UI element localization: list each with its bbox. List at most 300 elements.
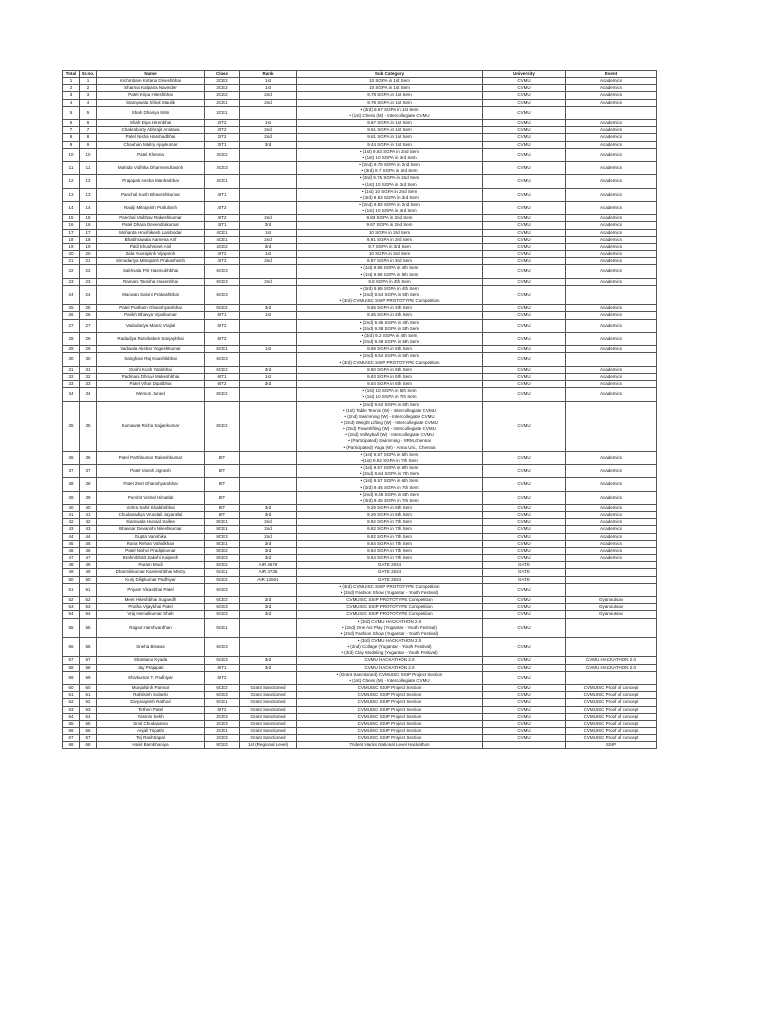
cell-sub-category: [297, 92, 483, 99]
sub-category-line: 9.87 SGPA in 3rd Sem: [367, 258, 412, 264]
cell-sub-category: [297, 222, 483, 229]
sub-category-line: 10 SGPA in 1st Sem: [369, 78, 410, 84]
cell-total: 48: [63, 562, 80, 569]
cell-university: CVMU: [483, 720, 566, 727]
cell-rank: [240, 148, 297, 161]
cell-class: 6IT2: [205, 332, 240, 345]
header-sub-category: Sub Category: [297, 71, 483, 78]
cell-name: Sharma Kalpana Navinder: [97, 85, 205, 92]
cell-sr-no: 56: [80, 637, 97, 656]
cell-sr-no: 16: [80, 222, 97, 229]
sub-category-line: • (2nd) 9.48 SGPA in 6th Sem: [359, 491, 420, 497]
cell-event: Academics: [566, 258, 657, 265]
sub-category-line: • (2nd) 9.83 SGPA in 2nd Sem: [359, 201, 420, 207]
cell-name: Shantanu Kyada: [97, 657, 205, 664]
cell-event: CVMU HACKATHON 2.0: [566, 657, 657, 664]
table-row: [63, 699, 657, 706]
cell-class: 6CE2: [205, 597, 240, 604]
cell-rank: AIR 4735: [240, 569, 297, 576]
cell-name: Simodariya Mitrajsinh Prakashsinh: [97, 258, 205, 265]
table-row: [63, 373, 657, 380]
cell-sub-category: [297, 451, 483, 464]
sub-category-line: • (2nd) Weight Lifting (W) - Intercollegiate CVMU: [341, 419, 438, 425]
cell-event: Academics: [566, 78, 657, 85]
cell-class: 2IT2: [205, 134, 240, 141]
cell-event: CVMUISC Proof of concept: [566, 713, 657, 720]
sub-category-line: 9.91 SGPA in 3rd Sem: [367, 236, 412, 242]
cell-total: 26: [63, 312, 80, 319]
sub-category-line: • (1st) 9.85 SGPA in 4th Sem: [360, 265, 419, 271]
cell-sr-no: 33: [80, 381, 97, 388]
sub-category-line: • (3rd) 9.67 SGPA in 1st Sem: [360, 106, 419, 112]
cell-event: Academics: [566, 366, 657, 373]
cell-rank: 1st: [240, 85, 297, 92]
cell-university: CVMU: [483, 175, 566, 188]
cell-university: CVMU: [483, 141, 566, 148]
cell-university: CVMU: [483, 597, 566, 604]
cell-total: 59: [63, 671, 80, 684]
cell-name: Rahilsinh Solanki: [97, 692, 205, 699]
cell-event: [566, 637, 657, 656]
sub-category-line: • (2nd) One Act Play (Yugantar - Youth Festival): [342, 624, 437, 630]
table-row: [63, 491, 657, 504]
sub-category-line: 10 SGPA in 3rd Sem: [368, 251, 411, 257]
table-row: [63, 562, 657, 569]
cell-sub-category: [297, 236, 483, 243]
cell-total: 66: [63, 728, 80, 735]
sub-category-line: 9.83 SGPA in 5th Sem: [367, 373, 412, 379]
cell-sub-category: [297, 265, 483, 278]
cell-class: 6CE3: [205, 583, 240, 596]
cell-total: 13: [63, 188, 80, 201]
cell-sub-category: [297, 664, 483, 671]
table-row: [63, 728, 657, 735]
table-row: [63, 243, 657, 250]
cell-name: Divyarajsinh Rathod: [97, 699, 205, 706]
table-row: [63, 519, 657, 526]
cell-total: 56: [63, 637, 80, 656]
cell-name: Yasmin Sekh: [97, 713, 205, 720]
cell-total: 37: [63, 465, 80, 478]
cell-university: CVMU: [483, 512, 566, 519]
cell-name: Priyam Vikasbhai Patel: [97, 583, 205, 596]
cell-event: [566, 569, 657, 576]
cell-total: 45: [63, 540, 80, 547]
cell-event: Academics: [566, 162, 657, 175]
cell-class: 4CE1: [205, 236, 240, 243]
cell-sr-no: 38: [80, 478, 97, 491]
sub-category-line: • (2nd) 9.62 SGPA in 6th Sem: [359, 401, 420, 407]
cell-sr-no: 57: [80, 657, 97, 664]
header-university: University: [483, 71, 566, 78]
cell-name: Rajput Harshvardhan: [97, 618, 205, 637]
cell-class: 6CE3: [205, 265, 240, 278]
sub-category-line: • (1st) 10 SGPA in 2nd Sem: [361, 188, 418, 194]
cell-total: 53: [63, 604, 80, 611]
cell-sub-category: [297, 319, 483, 332]
cell-event: Academics: [566, 175, 657, 188]
cell-sr-no: 41: [80, 512, 97, 519]
cell-total: 9: [63, 141, 80, 148]
cell-sub-category: [297, 148, 483, 161]
cell-sub-category: [297, 742, 483, 749]
sub-category-line: 9.7 SGPA in 3rd Sem: [368, 243, 411, 249]
cell-event: Academics: [566, 512, 657, 519]
cell-rank: AIR 12501: [240, 576, 297, 583]
cell-total: 24: [63, 285, 80, 304]
cell-sr-no: 35: [80, 401, 97, 451]
cell-class: 2CE3: [205, 713, 240, 720]
cell-event: Academics: [566, 134, 657, 141]
cell-total: 41: [63, 512, 80, 519]
cell-event: Academics: [566, 243, 657, 250]
sub-category-line: • (3rd) 9.7 SGPA in 3rd Sem: [361, 168, 418, 174]
cell-event: Academics: [566, 127, 657, 134]
cell-event: Academics: [566, 85, 657, 92]
sub-category-line: • (1st) Chess (M) - Intercollegiate CVMU: [349, 677, 430, 683]
cell-total: 8: [63, 134, 80, 141]
cell-class: 8CE1: [205, 526, 240, 533]
cell-rank: [240, 671, 297, 684]
cell-sr-no: 44: [80, 533, 97, 540]
cell-sr-no: 28: [80, 332, 97, 345]
cell-sr-no: 37: [80, 465, 97, 478]
cell-university: CVMU: [483, 505, 566, 512]
cell-sub-category: [297, 258, 483, 265]
sub-category-line: CVMUISC SSIP Project Section: [357, 735, 422, 741]
cell-event: Academics: [566, 491, 657, 504]
cell-event: Academics: [566, 547, 657, 554]
cell-total: 63: [63, 706, 80, 713]
cell-total: 25: [63, 305, 80, 312]
cell-event: [566, 562, 657, 569]
cell-sr-no: 54: [80, 611, 97, 618]
header-rank: Rank: [240, 71, 297, 78]
cell-name: Mohanta Hrushikesh Lambodar: [97, 229, 205, 236]
cell-total: 54: [63, 611, 80, 618]
sub-category-line: • (1st) 9.58 SGPA in 5th Sem: [360, 271, 419, 277]
cell-sr-no: 34: [80, 388, 97, 401]
cell-class: 2CE1: [205, 99, 240, 106]
cell-sub-category: [297, 332, 483, 345]
cell-event: CVMUISC Proof of concept: [566, 728, 657, 735]
header-name: Name: [97, 71, 205, 78]
cell-event: Academics: [566, 251, 657, 258]
cell-university: CVMU: [483, 229, 566, 236]
cell-rank: [240, 285, 297, 304]
cell-sr-no: 49: [80, 569, 97, 576]
cell-rank: 1st: [240, 78, 297, 85]
cell-sr-no: 39: [80, 491, 97, 504]
cell-sr-no: 11: [80, 162, 97, 175]
sub-category-line: • (1st) Table Tennis (W) - Intercollegiate CVMU: [343, 407, 436, 413]
cell-sr-no: 9: [80, 141, 97, 148]
cell-sub-category: [297, 141, 483, 148]
cell-name: Panchal Vaibhav Rakeshkumar: [97, 215, 205, 222]
cell-sub-category: [297, 583, 483, 596]
cell-name: Padmani Dhruvi Mukeshbhai: [97, 373, 205, 380]
cell-total: 49: [63, 569, 80, 576]
cell-rank: 2nd: [240, 519, 297, 526]
cell-total: 18: [63, 236, 80, 243]
cell-rank: 3rd: [240, 611, 297, 618]
cell-university: CVMU: [483, 120, 566, 127]
cell-rank: 3rd: [240, 555, 297, 562]
sub-category-line: CVMUISC SSIP Project Section: [357, 720, 422, 726]
cell-name: Sneha Biswas: [97, 637, 205, 656]
table-row: [63, 478, 657, 491]
table-row: [63, 657, 657, 664]
cell-university: [483, 742, 566, 749]
sub-category-line: • (3rd) CVMUISC SSIP PROTOTYPE Competition: [339, 583, 440, 589]
cell-rank: 1st: [240, 120, 297, 127]
cell-sub-category: [297, 611, 483, 618]
cell-event: Academics: [566, 526, 657, 533]
cell-sr-no: 5: [80, 106, 97, 119]
cell-sr-no: 53: [80, 604, 97, 611]
sub-category-line: CVMUISC SSIP PROTOTYPE Competition: [346, 611, 433, 617]
cell-sr-no: 23: [80, 278, 97, 285]
cell-sr-no: 64: [80, 713, 97, 720]
cell-sr-no: 3: [80, 92, 97, 99]
cell-class: 4CE3: [205, 162, 240, 175]
sub-category-line: • (1st) 9.57 SGPA in 6th Sem: [360, 451, 419, 457]
cell-university: CVMU: [483, 78, 566, 85]
cell-sr-no: 18: [80, 236, 97, 243]
table-row: [63, 285, 657, 304]
cell-rank: 1st: [240, 251, 297, 258]
cell-name: Tej Rashtrapal: [97, 735, 205, 742]
table-row: [63, 526, 657, 533]
cell-sub-category: [297, 699, 483, 706]
cell-sr-no: 68: [80, 742, 97, 749]
cell-total: 57: [63, 657, 80, 664]
cell-rank: 1st: [240, 373, 297, 380]
cell-name: Bhavsar Devanshi Nileshkumar: [97, 526, 205, 533]
cell-rank: Grant Sanctioned: [240, 735, 297, 742]
cell-class: 4IT1: [205, 188, 240, 201]
sub-category-line: CVMU HACKATHON 2.0: [364, 657, 415, 663]
cell-sub-category: [297, 728, 483, 735]
cell-rank: 3rd: [240, 512, 297, 519]
cell-rank: 1st: [240, 229, 297, 236]
sub-category-line: 9.64 SGPA in 7th Sem: [367, 555, 412, 561]
cell-university: CVMU: [483, 243, 566, 250]
cell-name: Patel Zeel Ghanshyambhai: [97, 478, 205, 491]
cell-event: Academics: [566, 312, 657, 319]
cell-event: Academics: [566, 505, 657, 512]
cell-university: CVMU: [483, 692, 566, 699]
cell-rank: 3rd: [240, 243, 297, 250]
cell-event: Academics: [566, 373, 657, 380]
cell-sub-category: [297, 188, 483, 201]
cell-total: 2: [63, 85, 80, 92]
table-row: [63, 319, 657, 332]
cell-university: CVMU: [483, 162, 566, 175]
cell-university: CVMU: [483, 618, 566, 637]
sub-category-line: Trident Hacks National Level Hackathon: [349, 742, 430, 748]
cell-class: 6CE3: [205, 278, 240, 285]
cell-name: Shah Diya Hirenbhai: [97, 120, 205, 127]
cell-rank: 2nd: [240, 278, 297, 285]
cell-event: Academics: [566, 465, 657, 478]
cell-rank: 3rd: [240, 657, 297, 664]
cell-class: 2IT2: [205, 120, 240, 127]
cell-sr-no: 40: [80, 505, 97, 512]
table-row: [63, 148, 657, 161]
sub-category-line: • (1st) 9.57 SGPA in 6th Sem: [360, 465, 419, 471]
cell-rank: 3rd: [240, 664, 297, 671]
cell-rank: 2nd: [240, 533, 297, 540]
cell-class: 6CE1: [205, 618, 240, 637]
cell-rank: [240, 319, 297, 332]
cell-total: 14: [63, 201, 80, 214]
cell-sr-no: 58: [80, 664, 97, 671]
cell-class: 8IT: [205, 505, 240, 512]
table-row: [63, 611, 657, 618]
cell-university: CVMU: [483, 685, 566, 692]
cell-event: Academics: [566, 381, 657, 388]
cell-rank: [240, 388, 297, 401]
table-row: [63, 533, 657, 540]
cell-total: 20: [63, 251, 80, 258]
cell-sr-no: 27: [80, 319, 97, 332]
cell-sub-category: [297, 576, 483, 583]
cell-name: Sakhvala Prit Hasmukhbhai: [97, 265, 205, 278]
cell-name: Anjali Tripathi: [97, 728, 205, 735]
sub-category-line: • (1st) 10 SGPA in 6th Sem: [362, 388, 417, 394]
sub-category-line: • (3rd) 9.45 SGPA in 7th Sem: [360, 484, 419, 490]
cell-event: Gyanoutsav: [566, 611, 657, 618]
sub-category-line: CVMUISC SSIP Project Section: [357, 685, 422, 691]
cell-sub-category: [297, 547, 483, 554]
cell-sub-category: [297, 366, 483, 373]
cell-university: CVMU: [483, 583, 566, 596]
cell-class: 2CE2: [205, 85, 240, 92]
cell-name: Panchal Kush Bhaveshkumar: [97, 188, 205, 201]
cell-event: CVMUISC Proof of concept: [566, 699, 657, 706]
cell-class: 6IT1: [205, 373, 240, 380]
cell-event: Academics: [566, 92, 657, 99]
cell-rank: 2nd: [240, 215, 297, 222]
cell-class: 6CE3: [205, 637, 240, 656]
cell-rank: 3rd: [240, 505, 297, 512]
cell-sub-category: [297, 134, 483, 141]
cell-rank: [240, 583, 297, 596]
cell-class: 2CE1: [205, 106, 240, 119]
header-sr-no: Sr.no.: [80, 71, 97, 78]
cell-rank: 3rd: [240, 366, 297, 373]
cell-sr-no: 63: [80, 706, 97, 713]
table-row: [63, 706, 657, 713]
cell-university: CVMU: [483, 353, 566, 366]
cell-university: CVMU: [483, 611, 566, 618]
cell-total: 28: [63, 332, 80, 345]
cell-name: Prutha Vijaybhai Patel: [97, 604, 205, 611]
cell-sr-no: 32: [80, 373, 97, 380]
cell-class: 6IT1: [205, 312, 240, 319]
cell-event: Academics: [566, 229, 657, 236]
cell-class: 8CE2: [205, 547, 240, 554]
sub-category-line: • (3rd) 9.65 SGPA in 4th Sem: [360, 285, 419, 291]
cell-sub-category: [297, 685, 483, 692]
table-row: [63, 388, 657, 401]
cell-rank: [240, 478, 297, 491]
cell-class: 6IT2: [205, 381, 240, 388]
cell-sub-category: [297, 713, 483, 720]
cell-sr-no: 66: [80, 728, 97, 735]
cell-university: CVMU: [483, 258, 566, 265]
cell-class: 6CE3: [205, 353, 240, 366]
cell-event: Academics: [566, 540, 657, 547]
cell-name: Chauhan Maitry Ajaykumar: [97, 141, 205, 148]
cell-university: CVMU: [483, 251, 566, 258]
cell-university: CVMU: [483, 99, 566, 106]
cell-event: Academics: [566, 478, 657, 491]
cell-total: 5: [63, 106, 80, 119]
cell-total: 22: [63, 265, 80, 278]
cell-university: CVMU: [483, 519, 566, 526]
cell-rank: [240, 637, 297, 656]
cell-total: 33: [63, 381, 80, 388]
table-row: [63, 671, 657, 684]
cell-total: 29: [63, 346, 80, 353]
cell-name: Param Modi: [97, 562, 205, 569]
cell-total: 64: [63, 713, 80, 720]
cell-sub-category: [297, 637, 483, 656]
sub-category-line: • (2nd) Powerlifting (W) - Intercollegiate CVMU: [343, 426, 436, 432]
cell-university: CVMU: [483, 491, 566, 504]
cell-university: CVMU: [483, 188, 566, 201]
sub-category-line: • (1st) 10 SGPA in 3rd Sem: [362, 208, 417, 214]
cell-sub-category: [297, 526, 483, 533]
cell-name: Meet Hiteshbhai Sugandh: [97, 597, 205, 604]
cell-university: CVMU: [483, 555, 566, 562]
cell-event: Academics: [566, 332, 657, 345]
header-event: Event: [566, 71, 657, 78]
cell-name: Shivkumar T. Padhiyar: [97, 671, 205, 684]
cell-sub-category: [297, 618, 483, 637]
cell-name: Doshi Kush Yatinbhai: [97, 366, 205, 373]
cell-sub-category: [297, 78, 483, 85]
sub-category-line: 9.8 SGPA in 4th Sem: [368, 278, 411, 284]
cell-class: 8CE2: [205, 401, 240, 451]
sub-category-line: • (Grant Sanctioned) CVMUISC SSIP Project Section: [336, 671, 443, 677]
cell-university: CVMU: [483, 127, 566, 134]
cell-total: 34: [63, 388, 80, 401]
cell-class: 2CE1: [205, 728, 240, 735]
cell-name: Patil Khushmeet Anil: [97, 243, 205, 250]
cell-name: Sanghavi Raj Kaushikbhai: [97, 353, 205, 366]
cell-sr-no: 1: [80, 78, 97, 85]
cell-class: 2CE2: [205, 78, 240, 85]
table-row: [63, 92, 657, 99]
sub-category-line: • (2nd) 9.38 SGPA in 5th Sem: [359, 325, 420, 331]
cell-university: CVMU: [483, 236, 566, 243]
cell-event: [566, 353, 657, 366]
cell-sub-category: [297, 401, 483, 451]
cell-class: 8CE2: [205, 388, 240, 401]
sub-category-line: CVMUISC SSIP PROTOTYPE Competition: [346, 597, 433, 603]
cell-total: 30: [63, 353, 80, 366]
cell-rank: Grant Sanctioned: [240, 728, 297, 735]
cell-total: 55: [63, 618, 80, 637]
cell-name: Patel Pratham Ghanshyambhai: [97, 305, 205, 312]
cell-name: Memon Juned: [97, 388, 205, 401]
cell-name: Jay Prajapati: [97, 664, 205, 671]
cell-sr-no: 55: [80, 618, 97, 637]
cell-rank: 1st: [240, 346, 297, 353]
